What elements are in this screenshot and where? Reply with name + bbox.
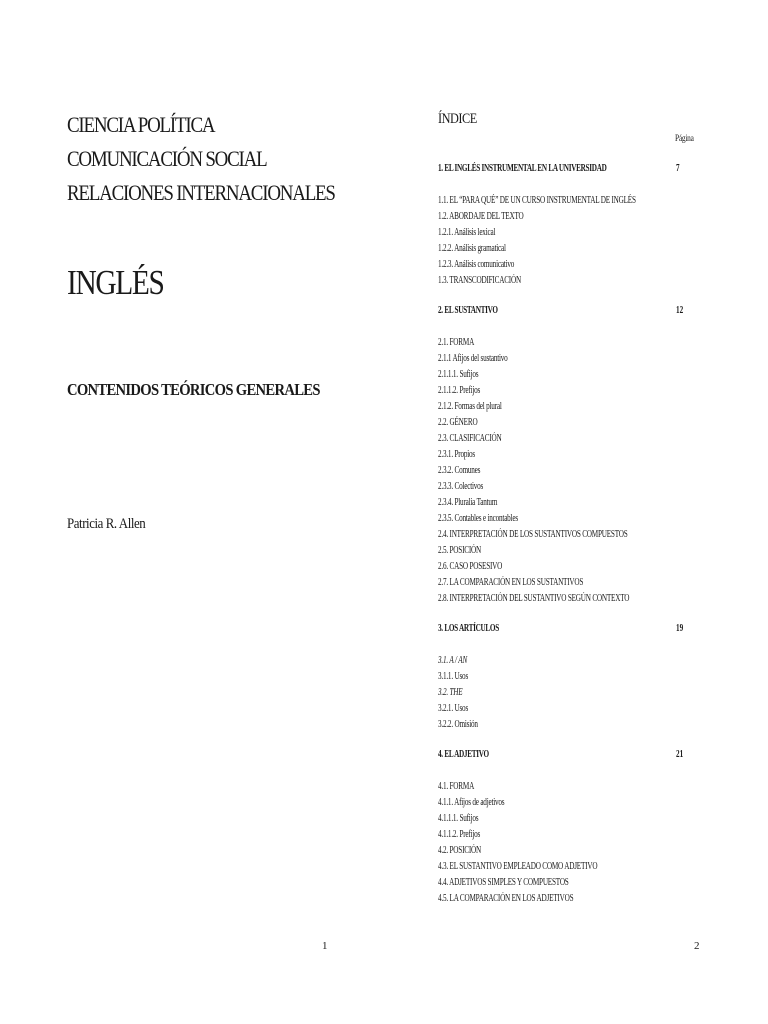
toc-item [438,383,758,399]
toc-heading-text: 4. EL ADJETIVO [438,749,489,760]
toc-item-text: 2.2. GÉNERO [438,417,478,428]
toc-item [438,875,758,891]
toc-item [438,241,758,257]
toc-item [438,367,758,383]
toc-item [438,415,758,431]
toc-item-text: 4.1.1.2. Prefijos [438,829,481,840]
toc-item [438,209,758,225]
page-column-label: Página [675,133,694,143]
toc-item-text: 2.4. INTERPRETACIÓN DE LOS SUSTANTIVOS COMPUESTOS [438,529,628,540]
faculty-line-political-science: CIENCIA POLÍTICA [67,112,215,137]
toc-item [438,273,758,289]
toc-item [438,795,758,811]
index-page [384,0,768,1024]
toc-item [438,399,758,415]
toc-item-text: 3.2.2. Omisión [438,719,478,730]
toc-item [438,717,758,733]
toc-item [438,859,758,875]
toc-item [438,843,758,859]
page-number-left: 1 [322,940,328,952]
toc-item-text: 1.2.1. Análisis lexical [438,227,496,238]
page-number-right: 2 [694,940,700,952]
toc-item [438,811,758,827]
toc-item-text: 2.3.3. Colectivos [438,481,484,492]
toc-heading-text: 2. EL SUSTANTIVO [438,305,498,316]
toc-item-text: 3.2. THE [438,687,463,698]
toc-item [438,779,758,795]
toc-item [438,575,758,591]
toc-heading-text: 1. EL INGLÉS INSTRUMENTAL EN LA UNIVERSIDAD [438,163,607,174]
toc-item-text: 3.1.1. Usos [438,671,469,682]
toc-item-text: 1.2.2. Análisis gramatical [438,243,506,254]
toc-section-heading [438,303,758,319]
toc-item-text: 4.3. EL SUSTANTIVO EMPLEADO COMO ADJETIVO [438,861,598,872]
toc-section-heading [438,161,758,177]
toc-heading-page-number: 21 [676,749,684,760]
toc-item-text: 4.4. ADJETIVOS SIMPLES Y COMPUESTOS [438,877,569,888]
toc-item-text: 2.1.2. Formas del plural [438,401,502,412]
toc-item-text: 2.3.5. Contables e incontables [438,513,518,524]
toc-item-text: 1.2.3. Análisis comunicativo [438,259,515,270]
toc-item-text: 2.1.1.2. Prefijos [438,385,481,396]
faculty-line-social-communication: COMUNICACIÓN SOCIAL [67,146,267,171]
toc-item [438,701,758,717]
toc-item-text: 4.1.1. Afijos de adjetivos [438,797,505,808]
toc-item-text: 3.2.1. Usos [438,703,469,714]
cover-subtitle: CONTENIDOS TEÓRICOS GENERALES [67,380,320,399]
toc-item [438,559,758,575]
toc-item [438,511,758,527]
toc-section [438,303,758,607]
toc-heading-page-number: 19 [676,623,684,634]
toc-item [438,495,758,511]
toc-item-list [438,335,758,607]
toc-section [438,161,758,289]
toc-item-text: 2.1.1 Afijos del sustantivo [438,353,508,364]
toc-item-list [438,193,758,289]
toc-item [438,653,758,669]
toc-item-text: 4.5. LA COMPARACIÓN EN LOS ADJETIVOS [438,893,574,904]
toc-item-text: 1.3. TRANSCODIFICACIÓN [438,275,521,286]
toc-heading-page-number: 7 [676,163,680,174]
toc-item-text: 2.1.1.1. Sufijos [438,369,479,380]
toc-item-text: 2.7. LA COMPARACIÓN EN LOS SUSTANTIVOS [438,577,584,588]
subject-title: INGLÉS [67,263,164,302]
toc-item-text: 2.5. POSICIÓN [438,545,481,556]
toc-item-text: 4.1. FORMA [438,781,475,792]
toc-section [438,621,758,733]
toc-item [438,827,758,843]
toc-item-text: 2.3. CLASIFICACIÓN [438,433,502,444]
toc-item-text: 2.1. FORMA [438,337,475,348]
toc-heading-page-number: 12 [676,305,684,316]
toc-item [438,225,758,241]
toc-item-text: 4.1.1.1. Sufijos [438,813,479,824]
index-title: ÍNDICE [438,111,477,127]
table-of-contents [438,161,758,921]
toc-item-text: 2.6. CASO POSESIVO [438,561,503,572]
toc-item [438,591,758,607]
toc-section-heading [438,747,758,763]
toc-item [438,479,758,495]
toc-item [438,669,758,685]
toc-item [438,527,758,543]
toc-section [438,747,758,907]
toc-item [438,335,758,351]
toc-item-text: 4.2. POSICIÓN [438,845,481,856]
toc-item-list [438,653,758,733]
toc-item [438,685,758,701]
toc-item [438,257,758,273]
toc-item [438,447,758,463]
toc-item-text: 2.3.4. Pluralia Tantum [438,497,498,508]
toc-item [438,193,758,209]
author-name: Patricia R. Allen [67,516,146,532]
toc-section-heading [438,621,758,637]
toc-item [438,463,758,479]
toc-heading-text: 3. LOS ARTÍCULOS [438,623,499,634]
toc-item [438,543,758,559]
faculty-line-international-relations: RELACIONES INTERNACIONALES [67,180,335,205]
toc-item-text: 1.1. EL “PARA QUÉ” DE UN CURSO INSTRUMENTAL DE INGLÉS [438,195,636,206]
toc-item-text: 3.1. A / AN [438,655,468,666]
toc-item-text: 2.3.2. Comunes [438,465,481,476]
toc-item [438,431,758,447]
toc-item-text: 2.8. INTERPRETACIÓN DEL SUSTANTIVO SEGÚN CONTEXTO [438,593,630,604]
toc-item-text: 1.2. ABORDAJE DEL TEXTO [438,211,524,222]
toc-item-text: 2.3.1. Propios [438,449,475,460]
toc-item [438,891,758,907]
toc-item-list [438,779,758,907]
toc-item [438,351,758,367]
